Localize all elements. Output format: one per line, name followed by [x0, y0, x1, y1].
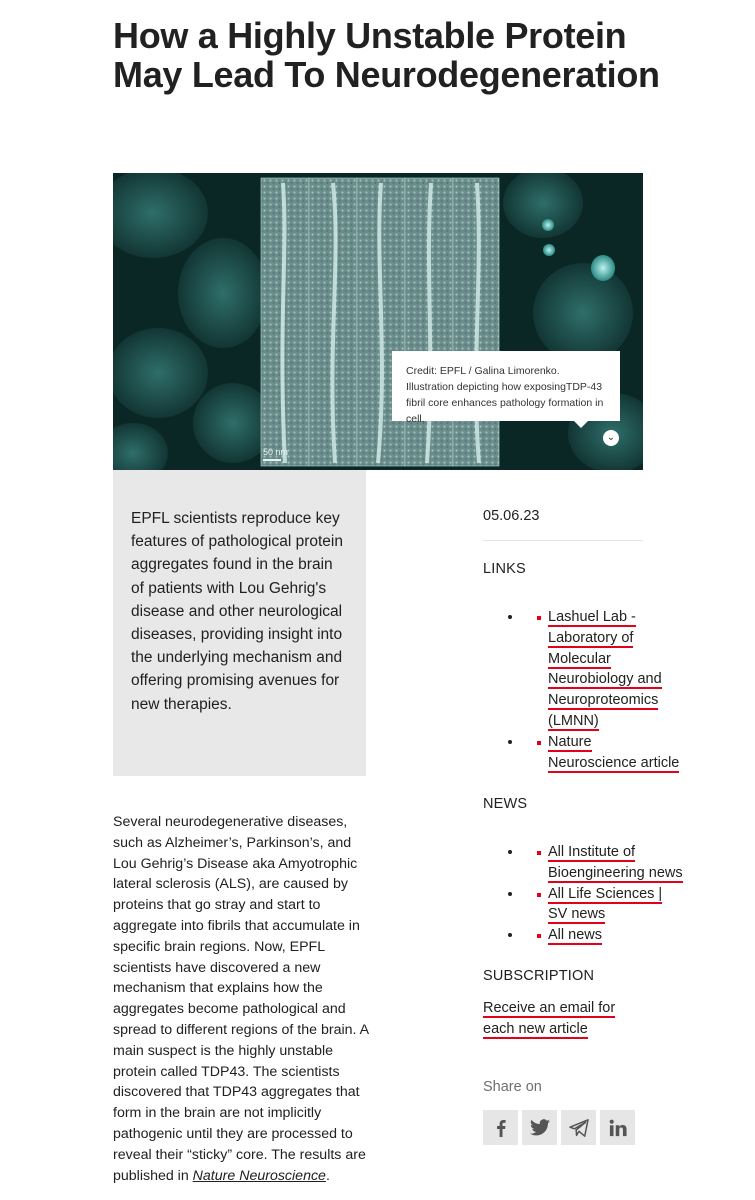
microscopy-illustration [113, 173, 643, 470]
news-list [483, 842, 683, 946]
scale-bar-label: 50 nm [263, 447, 289, 457]
linkedin-icon [609, 1119, 627, 1137]
link-nature-article[interactable]: Nature Neuroscience article [548, 733, 680, 771]
article-title: How a Highly Unstable Protein May Lead To Neurodegeneration [113, 15, 660, 95]
share-telegram-button[interactable] [561, 1110, 596, 1145]
subscription-link-wrap [483, 998, 643, 1040]
news-heading: NEWS [483, 796, 528, 812]
bullet-icon [537, 741, 541, 745]
sidebar-divider [483, 540, 643, 541]
article-body-text: Several neurodegenerative diseases, such as Alzheimer’s, Parkinson’s, and Lou Gehrig’s Disease aka Amyotrophic lateral sclerosis (ALS), are caused by proteins that go stray and start to aggregate into fibrils that accumulate in specific brain regions. Now, EPFL scientists have discovered a new mechanism that explains how the aggregates become pathological and spread to different regions of the brain. A main suspect is the highly unstable protein called TDP43. The scientists discovered that TDP43 aggregates that form in the brain are not implicitly pathogenic until they are processed to reveal their “sticky” core. The results are published in [113, 814, 369, 1184]
list-item [523, 842, 683, 884]
links-list [483, 607, 683, 773]
list-item [523, 925, 683, 946]
link-life-sciences-news[interactable]: All Life Sciences | SV news [548, 885, 663, 923]
share-twitter-button[interactable] [522, 1110, 557, 1145]
image-credit-tooltip: Credit: EPFL / Galina Limorenko. Illustration depicting how exposingTDP-43 fibril core enhances pathology formation in cell. [392, 351, 620, 421]
chevron-down-icon: ⌄ [606, 432, 616, 443]
hero-image [113, 173, 643, 470]
list-item [523, 884, 683, 926]
article-lead: EPFL scientists reproduce key features of pathological protein aggregates found in the brain of patients with Lou Gehrig's disease and other neurological diseases, providing insight into the underlying mechanism and offering promising avenues for new therapies. [113, 470, 366, 776]
article-body [113, 812, 369, 1186]
credit-toggle-button[interactable] [603, 430, 619, 446]
facebook-icon [493, 1119, 509, 1137]
share-linkedin-button[interactable] [600, 1110, 635, 1145]
bullet-icon [537, 893, 541, 897]
subscribe-link[interactable]: Receive an email for each new article [483, 1000, 616, 1037]
link-lashuel-lab[interactable]: Lashuel Lab - Laboratory of Molecular Neurobiology and Neuroproteomics (LMNN) [548, 609, 662, 729]
publish-date: 05.06.23 [483, 508, 540, 524]
share-buttons [483, 1110, 643, 1145]
bullet-icon [537, 851, 541, 855]
list-item [523, 607, 683, 732]
telegram-icon [569, 1119, 589, 1137]
bullet-icon [537, 934, 541, 938]
share-label: Share on [483, 1079, 542, 1095]
subscription-heading: SUBSCRIPTION [483, 968, 595, 984]
article-body-trailing: . [325, 1167, 330, 1184]
share-facebook-button[interactable] [483, 1110, 518, 1145]
link-all-news[interactable]: All news [548, 927, 602, 944]
links-heading: LINKS [483, 561, 526, 577]
twitter-icon [530, 1119, 550, 1136]
bullet-icon [537, 616, 541, 620]
list-item [523, 732, 683, 774]
link-bioengineering-news[interactable]: All Institute of Bioengineering news [548, 844, 683, 881]
nature-neuroscience-link[interactable]: Nature Neuroscience [192, 1167, 326, 1184]
